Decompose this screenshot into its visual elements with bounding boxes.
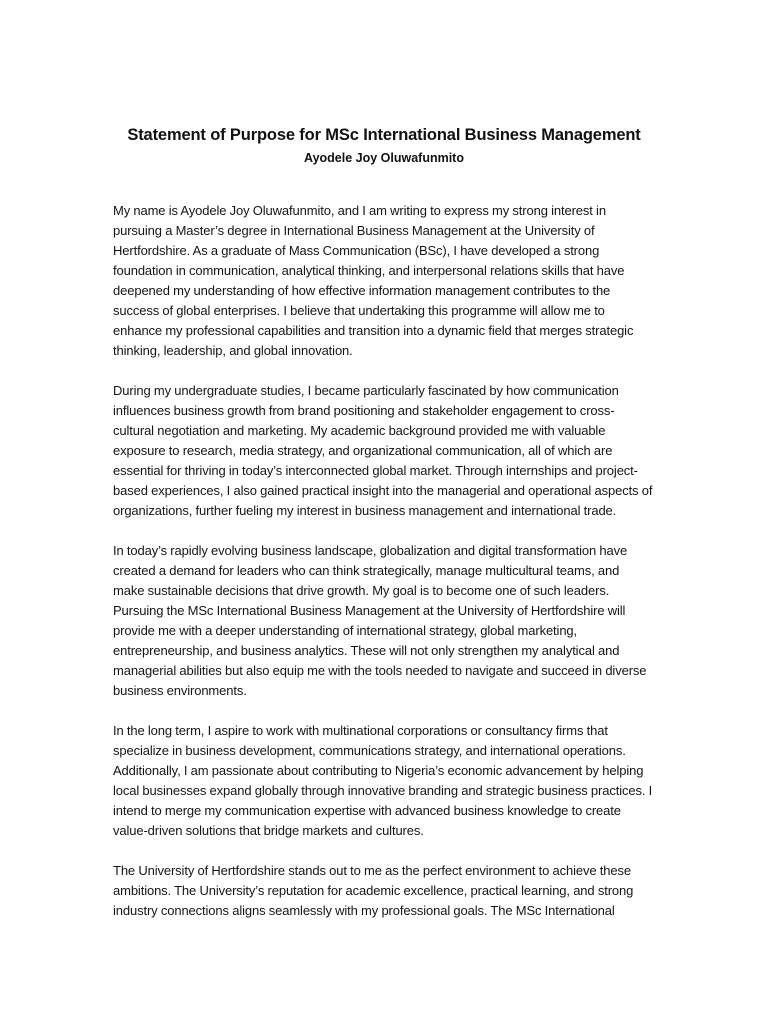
text-line: organizations, further fueling my interest in business management and international trade. [113,503,617,518]
text-line: Additionally, I am passionate about contributing to Nigeria’s economic advancement by helping [113,763,644,778]
document-body [113,201,658,941]
text-line: In today’s rapidly evolving business landscape, globalization and digital transformation have [113,543,628,558]
text-line: Pursuing the MSc International Business Management at the University of Hertfordshire will [113,603,626,618]
text-line: value-driven solutions that bridge markets and cultures. [113,823,424,838]
text-line: deepened my understanding of how effective information management contributes to the [113,283,611,298]
document-title: Statement of Purpose for MSc International Business Management [127,126,641,144]
text-line: In the long term, I aspire to work with multinational corporations or consultancy firms that [113,723,608,738]
text-line: make sustainable decisions that drive growth. My goal is to become one of such leaders. [113,583,610,598]
text-line: pursuing a Master’s degree in International Business Management at the University of [113,223,595,238]
paragraph-2 [113,381,658,521]
text-line: business environments. [113,683,247,698]
paragraph-1 [113,201,658,361]
author-name: Ayodele Joy Oluwafunmito [304,151,464,165]
paragraph-4 [113,721,658,841]
text-line: thinking, leadership, and global innovation. [113,343,353,358]
text-line: foundation in communication, analytical thinking, and interpersonal relations skills that have [113,263,625,278]
text-line: During my undergraduate studies, I became particularly fascinated by how communication [113,383,619,398]
text-line: My name is Ayodele Joy Oluwafunmito, and I am writing to express my strong interest in [113,203,606,218]
text-line: specialize in business development, communications strategy, and international operations. [113,743,626,758]
text-line: based experiences, I also gained practical insight into the managerial and operational aspects of [113,483,653,498]
text-line: success of global enterprises. I believe that undertaking this programme will allow me to [113,303,605,318]
text-line: Hertfordshire. As a graduate of Mass Communication (BSc), I have developed a strong [113,243,600,258]
text-line: cultural negotiation and marketing. My academic background provided me with valuable [113,423,606,438]
paragraph-3 [113,541,658,701]
text-line: provide me with a deeper understanding of international strategy, global marketing, [113,623,578,638]
text-line: local businesses expand globally through innovative branding and strategic business practices. I [113,783,653,798]
text-line: The University of Hertfordshire stands out to me as the perfect environment to achieve these [113,863,631,878]
text-line: essential for thriving in today’s interconnected global market. Through internships and project- [113,463,638,478]
text-line: influences business growth from brand positioning and stakeholder engagement to cross- [113,403,615,418]
text-line: intend to merge my communication expertise with advanced business knowledge to create [113,803,621,818]
text-line: exposure to research, media strategy, and organizational communication, all of which are [113,443,613,458]
paragraph-5 [113,861,658,921]
text-line: ambitions. The University’s reputation for academic excellence, practical learning, and strong [113,883,634,898]
text-line: created a demand for leaders who can think strategically, manage multicultural teams, and [113,563,620,578]
text-line: industry connections aligns seamlessly with my professional goals. The MSc International [113,903,615,918]
text-line: managerial abilities but also equip me with the tools needed to navigate and succeed in diverse [113,663,647,678]
text-line: entrepreneurship, and business analytics. These will not only strengthen my analytical and [113,643,620,658]
text-line: enhance my professional capabilities and transition into a dynamic field that merges strategic [113,323,634,338]
